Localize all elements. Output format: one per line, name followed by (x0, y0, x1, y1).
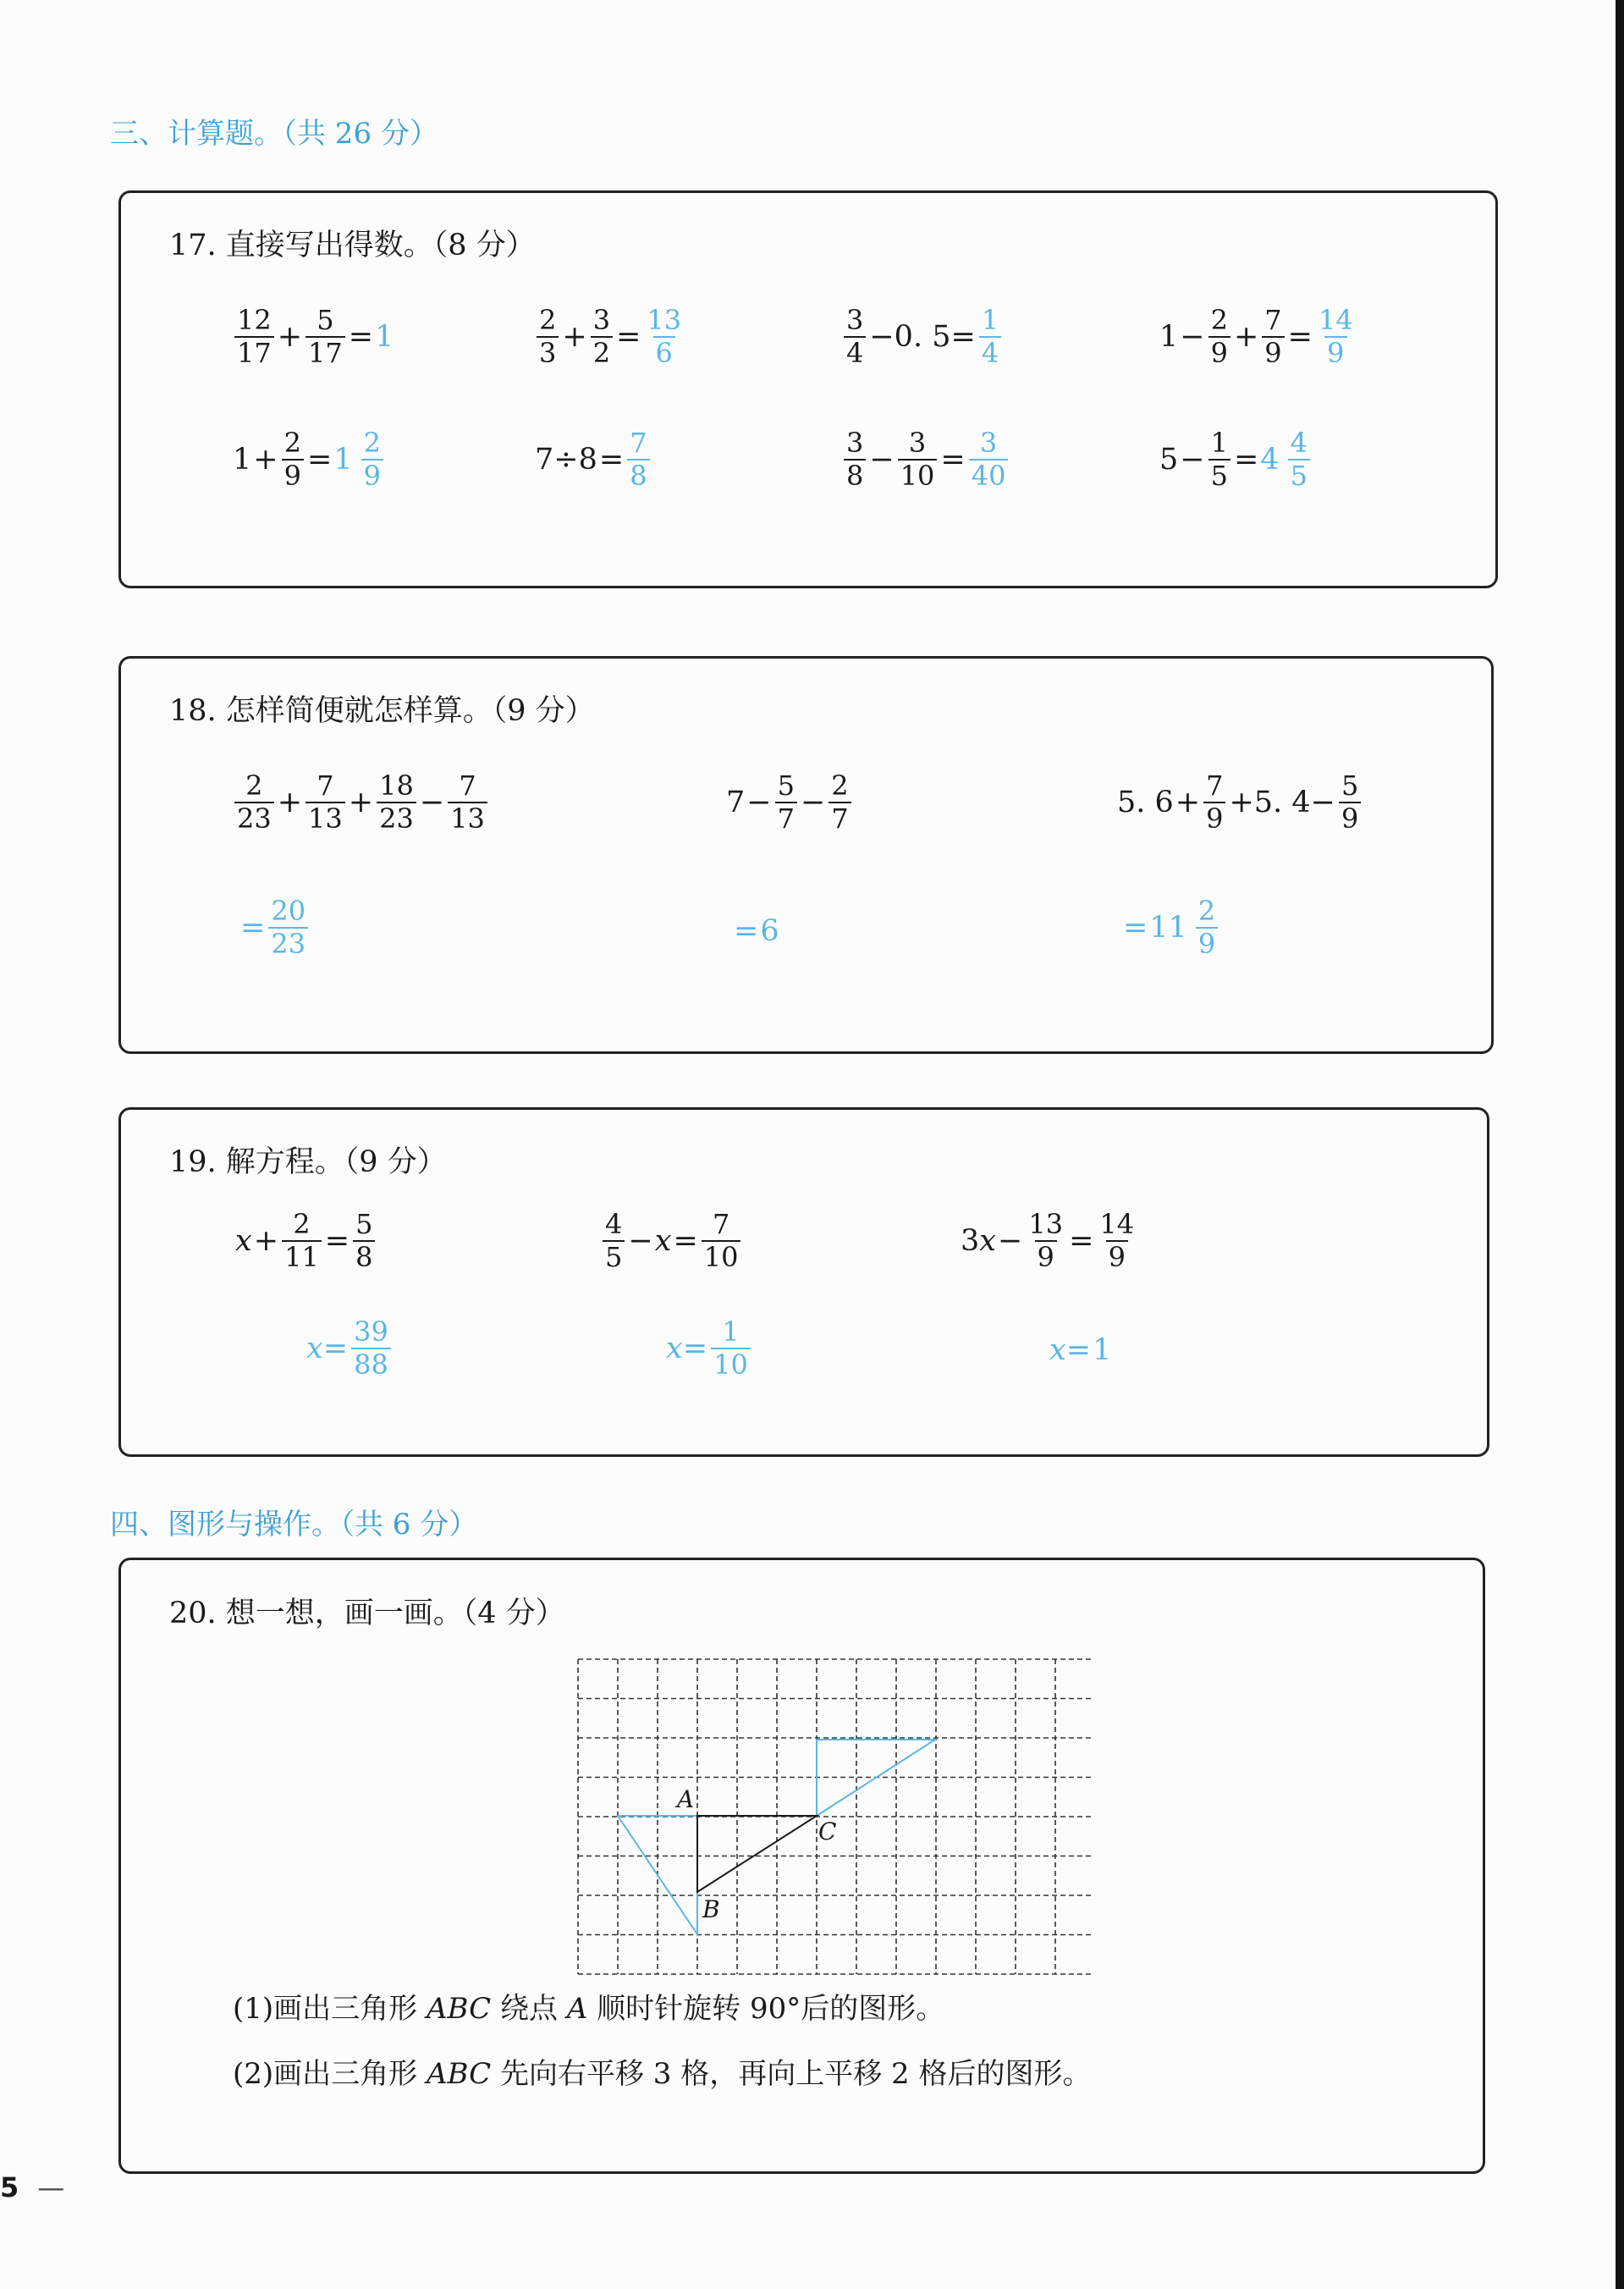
fraction (268, 896, 308, 960)
inst1-post: 顺时针旋转 90°后的图形。 (587, 1992, 945, 2026)
q17-item-2 (535, 305, 685, 369)
answer (333, 427, 385, 492)
answer-value: 1 (1093, 1333, 1112, 1367)
numerator: 7 (712, 1208, 730, 1240)
q18-answer-2 (732, 914, 779, 948)
operator: − (628, 1223, 653, 1258)
operator: − (1180, 319, 1205, 354)
numerator: 5 (1340, 769, 1359, 802)
denominator: 5 (1208, 459, 1230, 492)
numerator: 4 (605, 1208, 623, 1240)
fraction (351, 1316, 391, 1381)
whole-part: 11 (1149, 910, 1187, 945)
numerator: 7 (1264, 304, 1282, 336)
operator: + (277, 785, 303, 819)
operator: −0. 5= (869, 319, 976, 354)
fraction (775, 770, 797, 835)
numerator: 3 (846, 304, 864, 336)
operator: + (562, 319, 587, 354)
answer (1048, 1333, 1111, 1367)
operator: − (419, 785, 445, 819)
operator: + (253, 442, 278, 477)
number: 5 (1159, 442, 1179, 477)
number: 1 (233, 442, 252, 477)
numerator: 2 (1197, 895, 1216, 927)
denominator: 9 (1324, 336, 1346, 369)
numerator: 2 (1210, 304, 1228, 336)
question-19-title: 19. 解方程。（9 分） (169, 1145, 447, 1179)
denominator: 5 (1288, 459, 1310, 492)
answer-value: 6 (760, 914, 779, 948)
inst1-abc: ABC (426, 1992, 492, 2026)
numerator: 4 (1290, 427, 1307, 459)
numerator: 2 (363, 427, 381, 459)
grid-figure (575, 1655, 1092, 1980)
question-20-title: 20. 想一想，画一画。（4 分） (169, 1597, 565, 1630)
denominator: 17 (306, 336, 345, 369)
denominator: 4 (979, 336, 1001, 369)
q18-problem-1 (233, 770, 489, 835)
fraction (1316, 305, 1356, 369)
numerator: 7 (459, 769, 476, 802)
page-footer (0, 2171, 64, 2204)
numerator: 2 (831, 769, 849, 802)
grid-svg (575, 1655, 1092, 1977)
answer (239, 896, 310, 960)
denominator: 23 (268, 927, 308, 960)
answer (625, 427, 651, 492)
denominator: 13 (306, 802, 345, 835)
fraction (306, 305, 345, 369)
denominator: 7 (775, 802, 797, 835)
numerator: 18 (379, 769, 414, 802)
fraction (969, 427, 1009, 492)
numerator: 14 (1099, 1208, 1135, 1240)
answer (732, 914, 779, 948)
number: 7 (726, 785, 746, 819)
q18-answer-3 (1121, 896, 1219, 960)
numerator: 7 (630, 427, 647, 459)
number: 7÷8 (535, 442, 597, 477)
fraction (591, 305, 613, 369)
denominator: 8 (353, 1240, 375, 1273)
operator: = (598, 442, 625, 477)
fraction (979, 305, 1001, 369)
q19-equation-3 (961, 1209, 1138, 1273)
operator: − (869, 442, 895, 477)
number: 5. 6 (1117, 785, 1174, 819)
q17-item-6 (535, 427, 652, 492)
page-edge (1616, 0, 1624, 2289)
q19-answer-1 (305, 1316, 393, 1381)
operator: = (673, 1223, 698, 1258)
denominator: 5 (603, 1240, 625, 1273)
q17-item-8 (1159, 427, 1312, 492)
operator: + (1233, 319, 1259, 354)
fraction (234, 305, 274, 369)
denominator: 8 (844, 459, 866, 492)
fraction (898, 427, 938, 492)
numerator: 3 (592, 304, 611, 336)
fraction (627, 427, 649, 492)
numerator: 13 (1028, 1208, 1064, 1240)
inst2-pre: (2)画出三角形 (233, 2057, 427, 2091)
fraction (844, 305, 866, 369)
denominator: 9 (1203, 802, 1225, 835)
denominator: 9 (361, 459, 383, 492)
fraction (361, 427, 383, 492)
numerator: 20 (271, 895, 306, 927)
denominator: 10 (711, 1348, 751, 1381)
denominator: 9 (1035, 1240, 1057, 1273)
operator: = (306, 442, 333, 477)
answer-prefix: = (734, 914, 759, 948)
question-18-title: 18. 怎样简便就怎样算。（9 分） (169, 694, 595, 728)
numerator: 1 (1210, 427, 1228, 459)
point-b-label: B (702, 1895, 720, 1923)
numerator: 13 (647, 304, 682, 336)
denominator: 17 (234, 336, 274, 369)
operator: +5. 4− (1229, 785, 1335, 819)
numerator: 1 (722, 1315, 740, 1348)
operator: + (253, 1223, 279, 1258)
q17-item-3 (842, 305, 1003, 369)
q19-equation-2 (601, 1209, 742, 1273)
fraction (711, 1316, 751, 1381)
numerator: 5 (777, 769, 795, 802)
denominator: 10 (702, 1240, 741, 1273)
numerator: 2 (293, 1208, 311, 1240)
fraction (603, 1209, 625, 1273)
numerator: 3 (846, 427, 864, 459)
q20-instruction-1 (233, 1985, 944, 2027)
denominator: 9 (1208, 336, 1230, 369)
fraction (1208, 305, 1230, 369)
fraction (1262, 305, 1284, 369)
q17-item-1 (233, 305, 394, 369)
denominator: 23 (234, 802, 274, 835)
operator: = (1069, 1223, 1094, 1258)
section-4-title (110, 1501, 477, 1542)
page-number: 5 (0, 2171, 19, 2204)
point-c-label: C (818, 1817, 837, 1845)
section-4-points: （共 6 分） (340, 1508, 478, 1542)
answer (642, 305, 685, 369)
fraction (353, 1209, 375, 1273)
numerator: 7 (1206, 769, 1224, 802)
denominator: 10 (898, 459, 938, 492)
fraction (1339, 770, 1361, 835)
denominator: 3 (537, 336, 559, 369)
number: 1 (1159, 319, 1179, 354)
answer (1121, 896, 1219, 960)
denominator: 9 (1339, 802, 1361, 835)
q19-answer-2 (664, 1316, 752, 1381)
inst2-post: 先向右平移 3 格，再向上平移 2 格后的图形。 (491, 2057, 1092, 2091)
denominator: 9 (1262, 336, 1284, 369)
denominator: 7 (829, 802, 851, 835)
q19-answer-3 (1048, 1333, 1111, 1367)
operator: = (348, 319, 374, 354)
answer-prefix: x= (1049, 1333, 1092, 1367)
operator: − (800, 785, 826, 819)
fraction (282, 427, 304, 492)
answer (977, 305, 1003, 369)
fraction (844, 427, 866, 492)
answer (305, 1316, 393, 1381)
fraction (377, 770, 416, 835)
denominator: 40 (969, 459, 1009, 492)
whole-part: 4 (1260, 442, 1280, 477)
denominator: 23 (377, 802, 416, 835)
operator: = (616, 319, 641, 354)
denominator: 2 (591, 336, 613, 369)
q18-answer-1 (239, 896, 310, 960)
operator: + (277, 319, 303, 354)
operator: + (1175, 785, 1201, 819)
answer (1314, 305, 1357, 369)
numerator: 12 (237, 304, 272, 336)
fraction (537, 305, 559, 369)
q18-problem-3 (1117, 770, 1363, 835)
numerator: 14 (1318, 304, 1353, 336)
answer-prefix: = (1123, 910, 1148, 945)
fraction (306, 770, 345, 835)
operator: − (746, 785, 772, 819)
fraction (1196, 896, 1218, 960)
answer-prefix: = (240, 910, 266, 945)
operator: + (348, 785, 374, 819)
answer (967, 427, 1010, 492)
operator: = (940, 442, 966, 477)
numerator: 5 (355, 1208, 373, 1240)
numerator: 3 (908, 427, 927, 459)
operator: − (1180, 442, 1205, 477)
point-a-label: A (677, 1785, 695, 1813)
numerator: 2 (245, 769, 263, 802)
fraction (1026, 1209, 1065, 1273)
fraction (1203, 770, 1225, 835)
numerator: 5 (317, 304, 334, 336)
footer-dash: — (37, 2171, 65, 2204)
fraction (644, 305, 684, 369)
denominator: 4 (844, 336, 866, 369)
number: 3 (961, 1223, 980, 1258)
section-4-heading: 四、图形与操作。 (110, 1508, 340, 1542)
inst1-point-a: A (566, 1992, 588, 2026)
answer-prefix: x= (306, 1331, 349, 1365)
operator: = (324, 1223, 350, 1258)
numerator: 3 (979, 427, 998, 459)
fraction (282, 1209, 322, 1273)
denominator: 6 (653, 336, 675, 369)
denominator: 88 (351, 1348, 391, 1381)
variable: x (654, 1223, 672, 1258)
answer-prefix: x= (666, 1331, 708, 1365)
q20-instruction-2 (233, 2050, 1091, 2092)
denominator: 9 (282, 459, 304, 492)
numerator: 2 (284, 427, 301, 459)
triangle-abc (697, 1816, 817, 1892)
fraction (1097, 1209, 1137, 1273)
numerator: 7 (317, 769, 334, 802)
fraction (829, 770, 851, 835)
question-17-title: 17. 直接写出得数。（8 分） (169, 229, 536, 262)
inst1-mid: 绕点 (491, 1992, 567, 2026)
operator: − (998, 1223, 1023, 1258)
operator: = (1233, 442, 1259, 477)
numerator: 39 (354, 1315, 388, 1348)
answer (664, 1316, 752, 1381)
q17-item-5 (233, 427, 385, 492)
fraction (702, 1209, 741, 1273)
numerator: 1 (981, 304, 999, 336)
inst2-abc: ABC (426, 2057, 492, 2091)
denominator: 9 (1196, 927, 1218, 960)
fraction (1288, 427, 1310, 492)
operator: = (1287, 319, 1313, 354)
denominator: 8 (627, 459, 649, 492)
q18-problem-2 (726, 770, 853, 835)
fraction (1208, 427, 1230, 492)
answer (1260, 427, 1312, 492)
whole-part: 1 (333, 442, 353, 477)
inst1-pre: (1)画出三角形 (233, 1992, 427, 2026)
numerator: 2 (539, 304, 557, 336)
fraction (234, 770, 274, 835)
section-3-heading: 三、计算题。 (110, 117, 283, 151)
section-3-title (110, 110, 438, 152)
section-3-points: （共 26 分） (283, 117, 438, 151)
denominator: 11 (282, 1240, 322, 1273)
denominator: 9 (1106, 1240, 1128, 1273)
answer (375, 320, 394, 354)
variable: x (235, 1223, 252, 1258)
q17-item-7 (842, 427, 1010, 492)
variable: x (979, 1223, 997, 1258)
denominator: 13 (448, 802, 487, 835)
fraction (448, 770, 487, 835)
answer-value: 1 (375, 319, 394, 354)
q17-item-4 (1159, 305, 1357, 369)
q19-equation-1 (235, 1209, 377, 1273)
